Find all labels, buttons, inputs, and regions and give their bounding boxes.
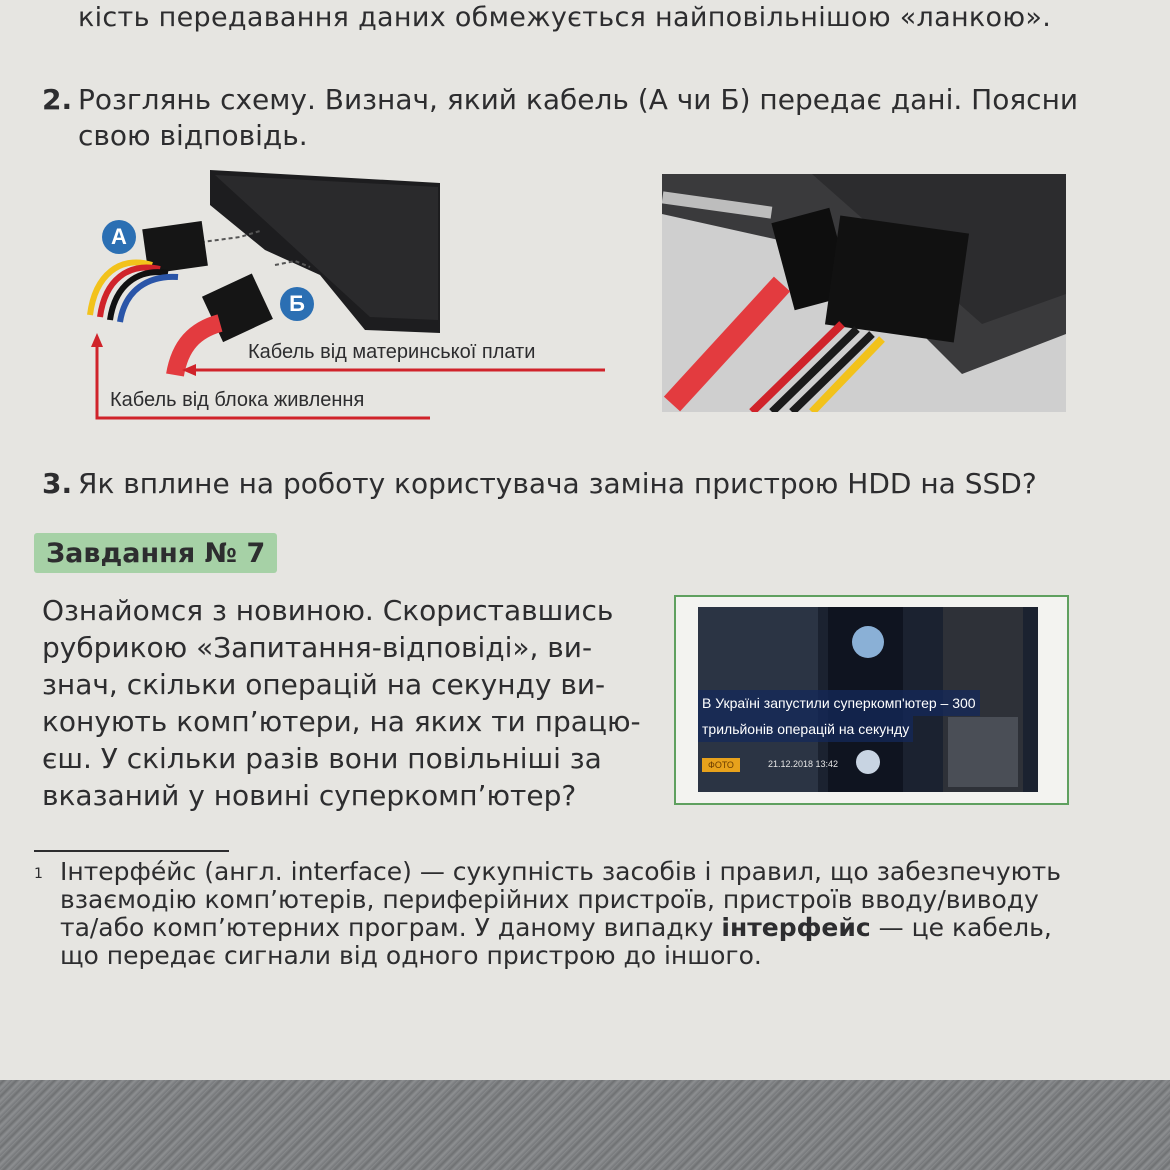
fan-icon [856, 750, 880, 774]
footnote-line: взаємодію комп’ютерів, периферійних пристроїв, пристроїв вводу/виводу [60, 885, 1039, 914]
footnote-text: та/або комп’ютерних програм. У даному випадку [60, 913, 722, 942]
news-photo-tag: ФОТО [702, 758, 740, 772]
question-2-number: 2. [42, 83, 73, 116]
footnote-line: Інтерфе́йс (англ. interface) — сукупність засобів і правил, що забезпечують [60, 857, 1061, 886]
power-plug [825, 215, 969, 342]
paragraph-line: знач, скільки операцій на секунду ви- [42, 668, 606, 701]
background-surface [0, 1080, 1170, 1170]
question-2-text-line1: Розглянь схему. Визнач, який кабель (А чи Б) передає дані. Поясни [78, 83, 1079, 116]
badge-a: А [102, 220, 136, 254]
news-headline-line1: В Україні запустили суперкомп'ютер – 300 [698, 690, 980, 716]
news-frame [674, 595, 1069, 805]
paragraph-line: рубрикою «Запитання-відповіді», ви- [42, 631, 593, 664]
task-heading: Завдання № 7 [34, 533, 277, 573]
news-date: 21.12.2018 13:42 [768, 759, 839, 769]
question-3-number: 3. [42, 467, 73, 500]
footnote-divider [34, 850, 229, 852]
footnote-term: інтерфейс [721, 913, 871, 942]
question-2-text-line2: свою відповідь. [78, 119, 308, 152]
power-arrowhead [91, 333, 103, 347]
footnote-text: — це кабель, [870, 913, 1052, 942]
question-3 [42, 466, 1082, 502]
label-motherboard-cable: Кабель від материнської плати [248, 341, 536, 363]
sata-cable-red [175, 323, 220, 375]
connector-photo-drawing [662, 174, 1066, 412]
badge-b: Б [280, 287, 314, 321]
footnote-line [60, 914, 1094, 942]
footnote-line: що передає сигнали від одного пристрою до іншого. [60, 941, 762, 970]
footnote-mark: 1 [34, 866, 43, 882]
paragraph-line: конують комп’ютери, на яких ти працю- [42, 705, 641, 738]
news-headline-line2: трильйонів операцій на секунду [698, 716, 913, 742]
cable-diagram [70, 165, 630, 435]
news-headline [698, 690, 1038, 742]
fan-icon [852, 626, 884, 658]
paragraph-line: єш. У скільки разів вони повільніші за [42, 742, 602, 775]
news-screenshot [698, 607, 1038, 792]
question-3-text: Як вплине на роботу користувача заміна пристрою HDD на SSD? [78, 467, 1037, 500]
previous-paragraph-ending: кість передавання даних обмежується найповільнішою «ланкою». [78, 2, 1052, 33]
task-paragraph [42, 592, 642, 814]
label-power-cable: Кабель від блока живлення [110, 389, 365, 411]
paragraph-line: вказаний у новині суперкомп’ютер? [42, 779, 577, 812]
footnote [34, 858, 1094, 970]
paragraph-line: Ознайомся з новиною. Скориставшись [42, 594, 614, 627]
question-2 [42, 82, 1082, 154]
connector-photo [662, 174, 1066, 412]
